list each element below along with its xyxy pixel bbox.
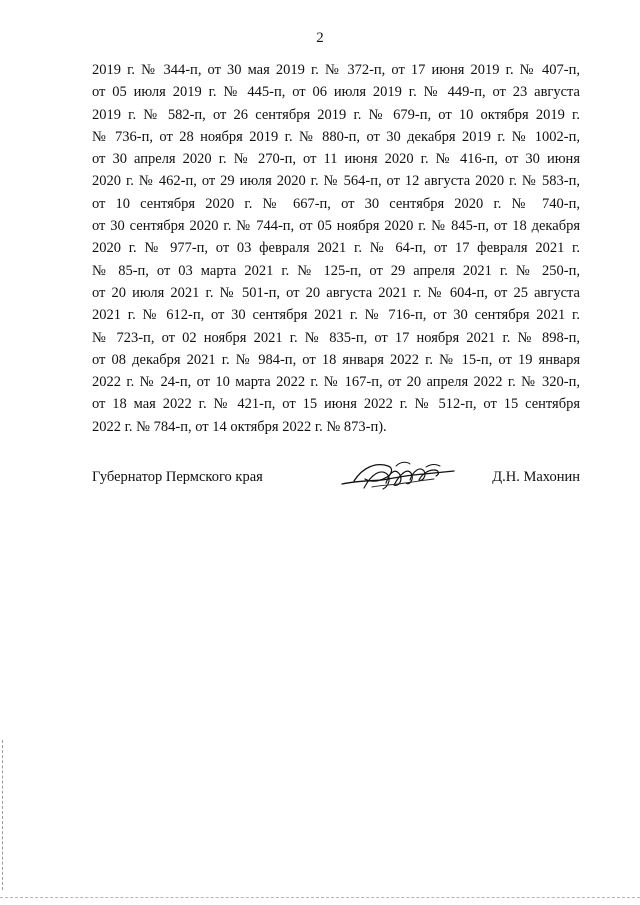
body-line: от 30 апреля 2020 г. № 270-п, от 11 июня 2020 г. № 416-п, от 30 июня bbox=[92, 151, 580, 168]
body-line: от 20 июля 2021 г. № 501-п, от 20 августа 2021 г. № 604-п, от 25 августа bbox=[92, 284, 580, 301]
body-line: 2020 г. № 462-п, от 29 июля 2020 г. № 564-п, от 12 августа 2020 г. № 583-п, bbox=[92, 173, 580, 190]
body-line: 2019 г. № 344-п, от 30 мая 2019 г. № 372-п, от 17 июня 2019 г. № 407-п, bbox=[92, 62, 580, 78]
scan-edge-left bbox=[2, 740, 4, 890]
body-line: 2020 г. № 977-п, от 03 февраля 2021 г. № 64-п, от 17 февраля 2021 г. bbox=[92, 240, 580, 257]
signer-name: Д.Н. Махонин bbox=[492, 469, 580, 485]
body-line: от 18 мая 2022 г. № 421-п, от 15 июня 2022 г. № 512-п, от 15 сентября bbox=[92, 396, 580, 413]
body-line: № 736-п, от 28 ноября 2019 г. № 880-п, от 30 декабря 2019 г. № 1002-п, bbox=[92, 128, 580, 145]
page-number: 2 bbox=[316, 30, 324, 46]
body-line: № 85-п, от 03 марта 2021 г. № 125-п, от 29 апреля 2021 г. № 250-п, bbox=[92, 262, 580, 279]
body-line: 2022 г. № 24-п, от 10 марта 2022 г. № 167-п, от 20 апреля 2022 г. № 320-п, bbox=[92, 374, 580, 391]
body-line: № 723-п, от 02 ноября 2021 г. № 835-п, от 17 ноября 2021 г. № 898-п, bbox=[92, 329, 580, 346]
scan-edge-bottom bbox=[0, 897, 640, 899]
body-line-last: 2022 г. № 784-п, от 14 октября 2022 г. № 873-п). bbox=[92, 418, 387, 435]
body-line: 2021 г. № 612-п, от 30 сентября 2021 г. № 716-п, от 30 сентября 2021 г. bbox=[92, 307, 580, 324]
signer-title: Губернатор Пермского края bbox=[92, 469, 263, 485]
body-text bbox=[92, 59, 580, 438]
handwritten-signature-icon bbox=[338, 458, 458, 494]
body-line: от 08 декабря 2021 г. № 984-п, от 18 января 2022 г. № 15-п, от 19 января bbox=[92, 351, 580, 368]
signature-block bbox=[92, 458, 580, 498]
body-line: от 10 сентября 2020 г. № 667-п, от 30 сентября 2020 г. № 740-п, bbox=[92, 195, 580, 212]
body-line: от 30 сентября 2020 г. № 744-п, от 05 ноября 2020 г. № 845-п, от 18 декабря bbox=[92, 218, 580, 235]
body-line: от 05 июля 2019 г. № 445-п, от 06 июля 2019 г. № 449-п, от 23 августа bbox=[92, 84, 580, 101]
body-line: 2019 г. № 582-п, от 26 сентября 2019 г. № 679-п, от 10 октября 2019 г. bbox=[92, 106, 580, 123]
